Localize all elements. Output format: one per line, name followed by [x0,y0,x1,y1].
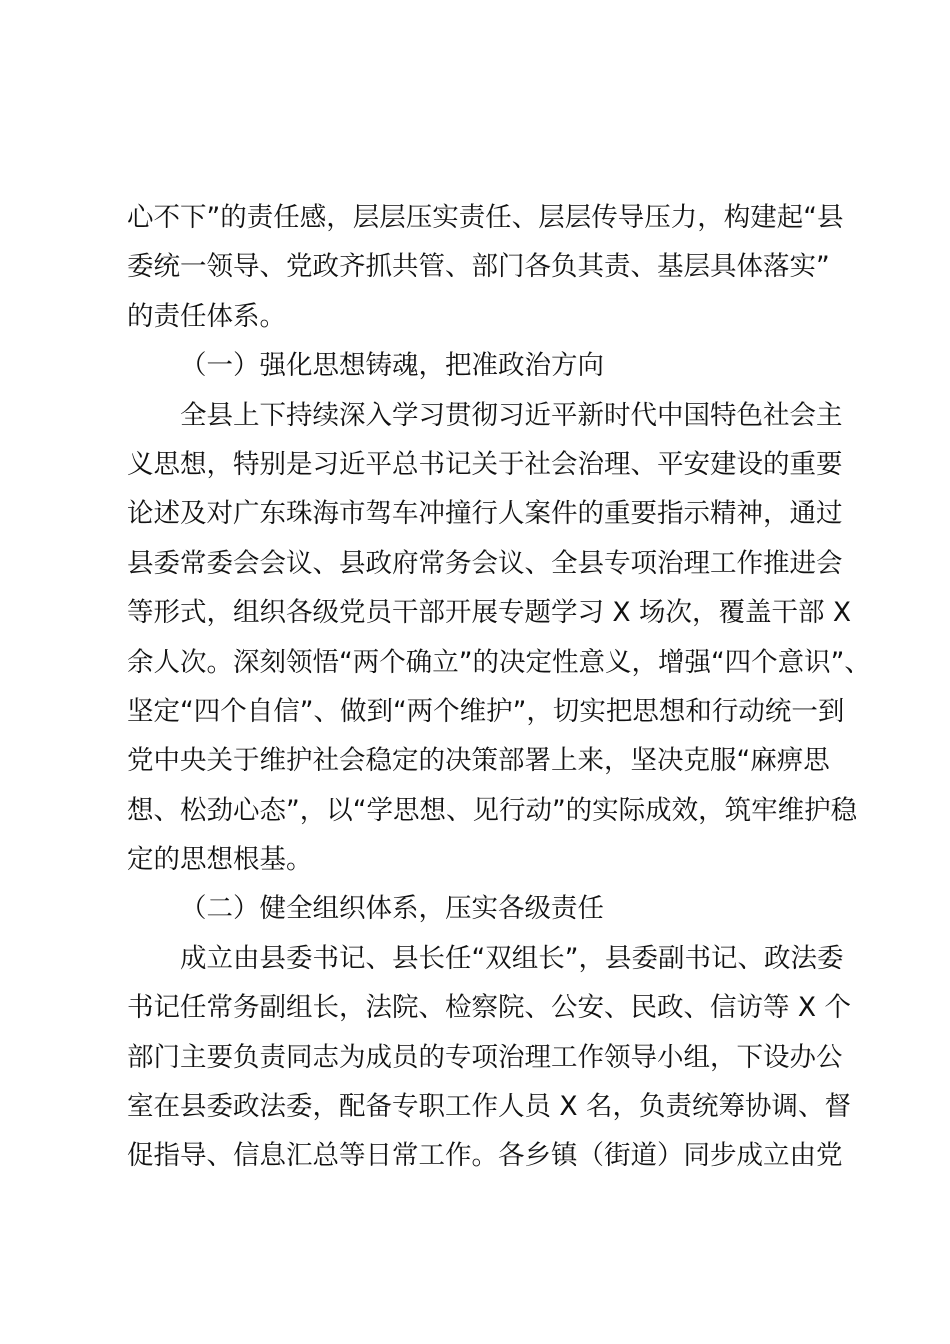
section-heading-2: （二）健全组织体系，压实各级责任 [180,893,604,925]
text-line: 室在县委政法委，配备专职工作人员 X 名，负责统筹协调、督 [127,1091,852,1123]
section-heading-1: （一）强化思想铸魂，把准政治方向 [180,350,604,382]
document-body [127,193,871,1181]
text-line: 论述及对广东珠海市驾车冲撞行人案件的重要指示精神，通过 [127,498,843,530]
text-line: 县委常委会会议、县政府常务会议、全县专项治理工作推进会 [127,547,843,579]
text-line: 部门主要负责同志为成员的专项治理工作领导小组，下设办公 [127,1041,843,1073]
paragraph-continuation [127,193,844,341]
paragraph-ideology [127,391,871,885]
text-line: 的责任体系。 [127,300,286,332]
paragraph-organization [127,934,852,1181]
text-line: 余人次。深刻领悟“两个确立”的决定性意义，增强“四个意识”、 [127,646,871,678]
text-line: 等形式，组织各级党员干部开展专题学习 X 场次，覆盖干部 X [127,597,852,629]
text-line: 定的思想根基。 [127,844,313,876]
text-line: 书记任常务副组长，法院、检察院、公安、民政、信访等 X 个 [127,992,852,1024]
text-line: 坚定“四个自信”、做到“两个维护”，切实把思想和行动统一到 [127,695,845,727]
text-line: 想、松劲心态”，以“学思想、见行动”的实际成效，筑牢维护稳 [127,794,858,826]
text-line: 促指导、信息汇总等日常工作。各乡镇（街道）同步成立由党 [127,1140,843,1172]
text-line: 心不下”的责任感，层层压实责任、层层传导压力，构建起“县 [127,202,844,233]
text-line: 全县上下持续深入学习贯彻习近平新时代中国特色社会主 [180,399,843,431]
text-line: 党中央关于维护社会稳定的决策部署上来，坚决克服“麻痹思 [127,745,830,777]
text-line: 义思想，特别是习近平总书记关于社会治理、平安建设的重要 [127,448,843,480]
text-line: 委统一领导、党政齐抓共管、部门各负其责、基层具体落实” [127,251,830,283]
text-line: 成立由县委书记、县长任“双组长”，县委副书记、政法委 [180,942,844,974]
